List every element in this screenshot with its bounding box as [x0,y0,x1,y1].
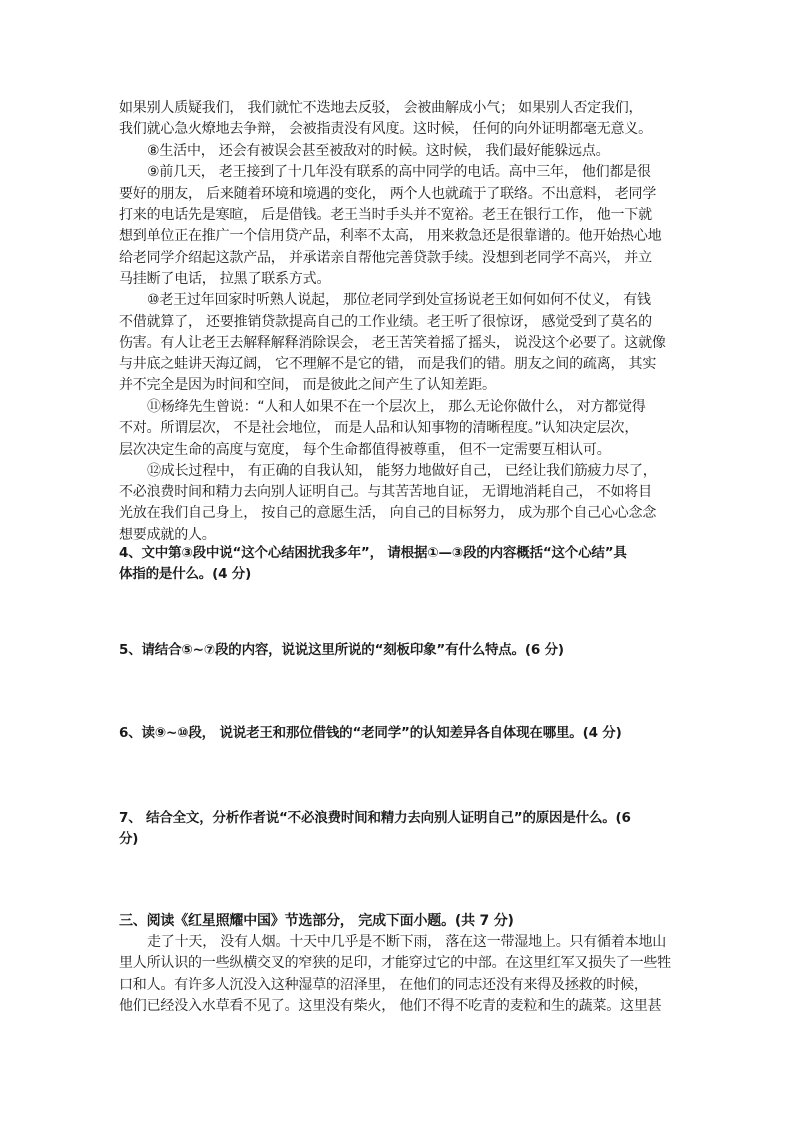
question-4-cont: 体指的是什么。(4 分) [119,566,252,582]
passage-line: 不必浪费时间和精力去向别人证明自己。与其苦苦地自证， 无谓地消耗自己， 不如将目 [119,484,652,500]
passage-line: 光放在我们自己身上， 按自己的意愿生活， 向自己的目标努力， 成为那个自己心心念念 [119,505,657,521]
paragraph-11: ⑪杨绛先生曾说：“人和人如果不在一个层次上， 那么无论你做什么， 对方都觉得 [147,399,646,415]
passage-line: 伤害。有人让老王去解释解释消除误会， 老王苦笑着摇了摇头， 说没这个必要了。这就像 [119,335,666,351]
passage-line: 给老同学介绍起这款产品， 并承诺亲自帮他完善贷款手续。没想到老同学不高兴， 并立 [119,250,652,266]
passage-line: 如果别人质疑我们， 我们就忙不迭地去反驳， 会被曲解成小气； 如果别人否定我们， [119,100,643,116]
passage-line: 不借就算了， 还要推销贷款提高自己的工作业绩。老王听了很惊讶， 感觉受到了莫名的 [119,314,652,330]
paragraph-9: ⑨前几天， 老王接到了十几年没有联系的高中同学的电话。高中三年， 他们都是很 [147,164,651,180]
passage-line: 与井底之蛙讲天海辽阔， 它不理解不是它的错， 而是我们的错。朋友之间的疏离， 其实 [119,356,657,372]
passage-line: 我们就心急火燎地去争辩， 会被指责没有风度。这时候， 任何的向外证明都毫无意义。 [119,121,652,137]
section-3-heading: 三、阅读《红星照耀中国》节选部分， 完成下面小题。(共 7 分) [119,913,514,929]
passage-line: 层次决定生命的高度与宽度， 每个生命都值得被尊重， 但不一定需要互相认可。 [119,442,611,458]
question-5: 5、请结合⑤~⑦段的内容，说说这里所说的“刻板印象”有什么特点。(6 分) [119,642,564,658]
paragraph-8: ⑧生活中， 还会有被误会甚至被敌对的时候。这时候， 我们最好能躲远点。 [147,143,610,159]
section-3-line: 他们已经没入水草看不见了。这里没有柴火， 他们不得不吃青的麦粒和生的蔬菜。这里甚 [119,998,662,1014]
paragraph-10: ⑩老王过年回家时听熟人说起， 那位老同学到处宣扬说老王如何如何不仗义， 有钱 [147,292,651,308]
section-3-line: 里人所认识的一些纵横交叉的窄狭的足印，才能穿过它的中部。在这里红军又损失了一些牲 [119,955,671,971]
section-3-line: 走了十天， 没有人烟。十天中几乎是不断下雨， 落在这一带湿地上。只有循着本地山 [147,934,667,950]
passage-line: 要好的朋友， 后来随着环境和境遇的变化， 两个人也就疏于了联络。不出意料， 老同学 [119,186,657,202]
question-7: 7、 结合全文，分析作者说“不必浪费时间和精力去向别人证明自己”的原因是什么。(6 [119,810,631,826]
paragraph-12: ⑫成长过程中， 有正确的自我认知， 能努力地做好自己， 已经让我们筋疲力尽了， [147,463,657,479]
passage-line: 想要成就的人。 [119,527,216,543]
passage-line: 不对。所谓层次， 不是社会地位， 而是人品和认知事物的清晰程度。”认知决定层次， [119,420,639,436]
question-6: 6、读⑨~⑩段， 说说老王和那位借钱的“老同学”的认知差异各自体现在哪里。(4 分) [119,725,622,741]
passage-line: 打来的电话先是寒暄， 后是借钱。老王当时手头并不宽裕。老王在银行工作， 他一下就 [119,207,652,223]
passage-line: 并不完全是因为时间和空间， 而是彼此之间产生了认知差距。 [119,377,496,393]
passage-line: 马挂断了电话， 拉黑了联系方式。 [119,271,331,287]
question-7-cont: 分) [119,831,139,847]
question-4: 4、文中第③段中说“这个心结困扰我多年”， 请根据①—③段的内容概括“这个心结”具 [119,545,627,561]
passage-line: 想到单位正在推广一个信用贷产品，利率不太高， 用来救急还是很靠谱的。他开始热心地 [119,228,662,244]
section-3-line: 口和人。有许多人沉没入这种湿草的沼泽里， 在他们的同志还没有来得及拯救的时候， [119,977,648,993]
